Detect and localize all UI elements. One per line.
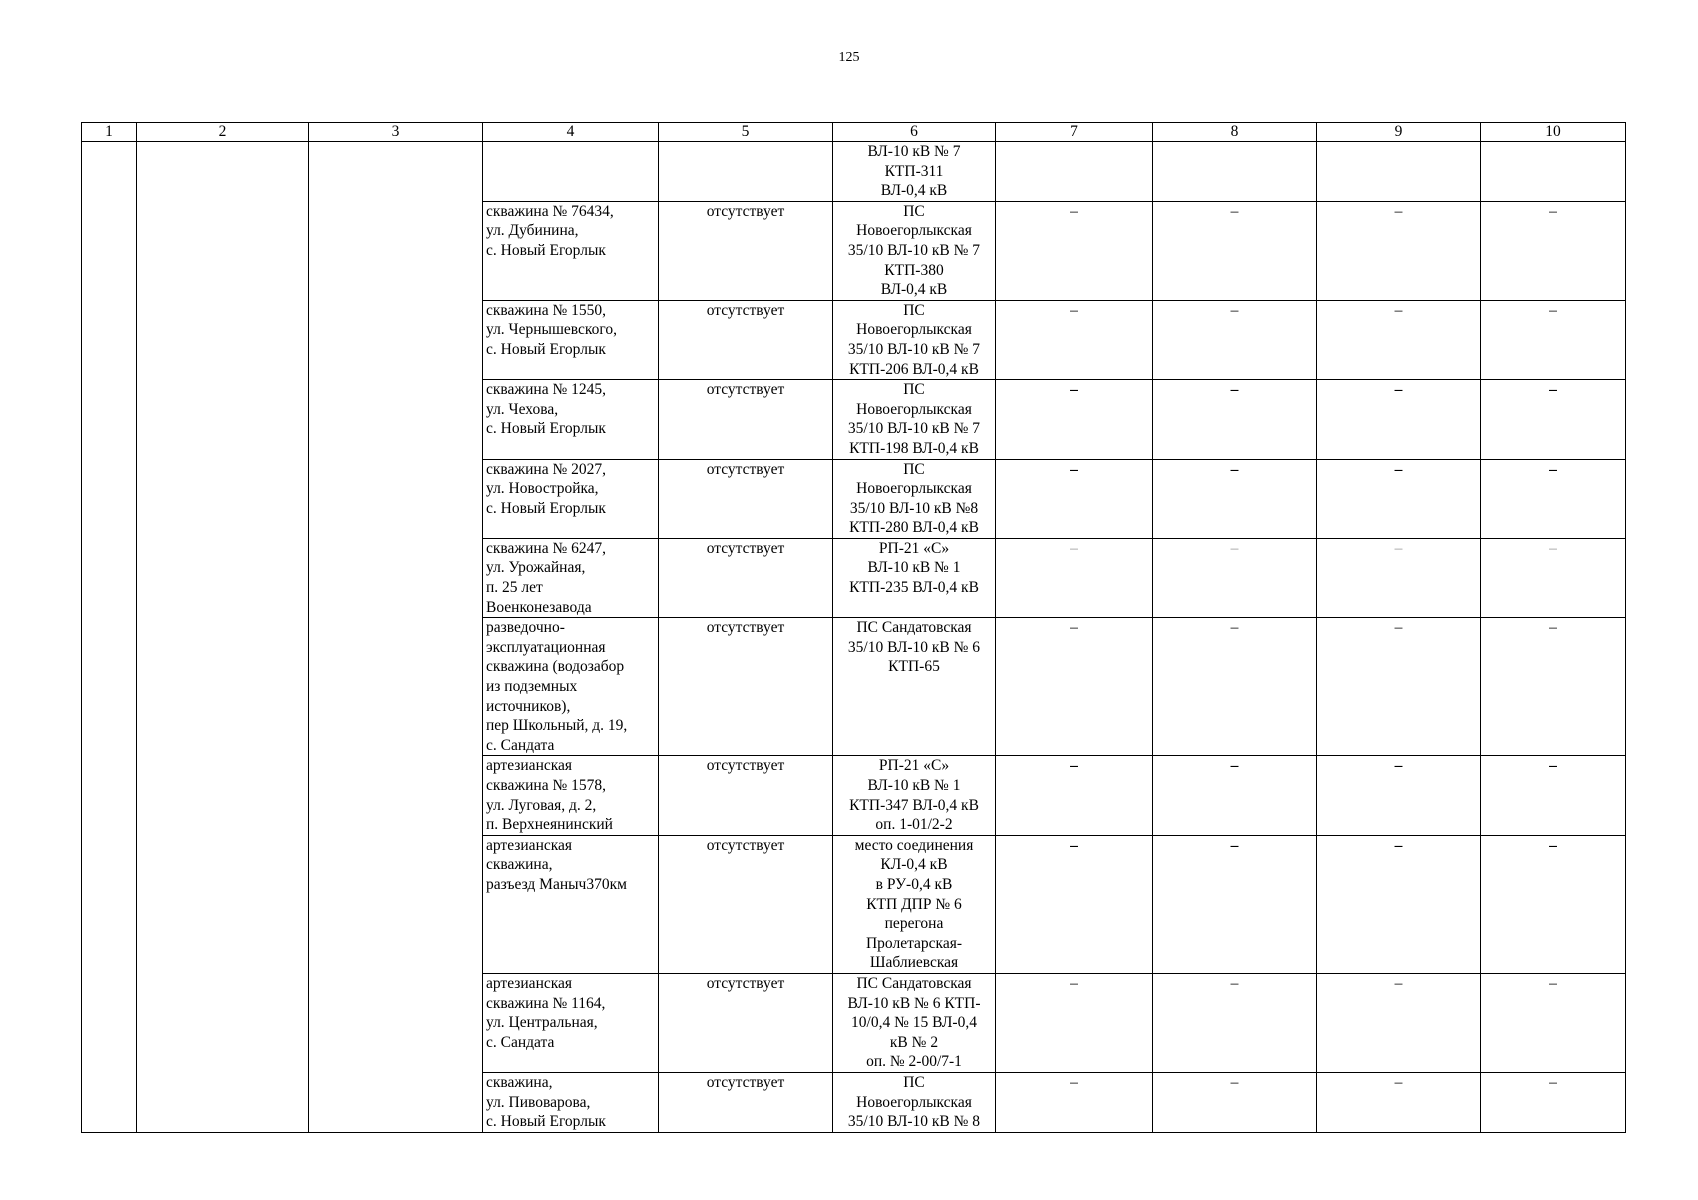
table-cell-c9: – — [1317, 1072, 1481, 1132]
table-cell-c6: ВЛ-10 кВ № 7 КТП-311 ВЛ-0,4 кВ — [833, 142, 996, 202]
table-cell-col-3 — [309, 142, 483, 1133]
table-cell-c5: отсутствует — [659, 380, 833, 459]
table-cell-c10: – — [1481, 538, 1626, 617]
table-cell-c5: отсутствует — [659, 618, 833, 756]
table-cell-c10: – — [1481, 756, 1626, 835]
table-cell-c6: ПС Сандатовская ВЛ-10 кВ № 6 КТП- 10/0,4 № 15 ВЛ-0,4 кВ № 2 оп. № 2-00/7-1 — [833, 973, 996, 1072]
table-cell-c4: скважина № 2027, ул. Новостройка, с. Новый Егорлык — [483, 459, 659, 538]
table-cell-c9: – — [1317, 835, 1481, 973]
column-header: 3 — [309, 123, 483, 142]
column-header: 4 — [483, 123, 659, 142]
table-cell-c4: скважина № 1550, ул. Чернышевского, с. Новый Егорлык — [483, 300, 659, 379]
table-cell-c10: – — [1481, 1072, 1626, 1132]
table-cell-c10: – — [1481, 835, 1626, 973]
table-cell-c9: – — [1317, 973, 1481, 1072]
table-cell-col-2 — [137, 142, 309, 1133]
table-cell-c8: – — [1153, 380, 1317, 459]
table-cell-c9: – — [1317, 459, 1481, 538]
table-cell-c6: ПС Новоегорлыкская 35/10 ВЛ-10 кВ № 7 КТП-206 ВЛ-0,4 кВ — [833, 300, 996, 379]
table-cell-c8: – — [1153, 201, 1317, 300]
table-cell-c8: – — [1153, 300, 1317, 379]
table-cell-c8 — [1153, 142, 1317, 202]
table-cell-c5: отсутствует — [659, 973, 833, 1072]
table-cell-c5 — [659, 142, 833, 202]
table-cell-c4: скважина № 6247, ул. Урожайная, п. 25 лет Военконезавода — [483, 538, 659, 617]
column-header: 10 — [1481, 123, 1626, 142]
column-header: 2 — [137, 123, 309, 142]
table-cell-c8: – — [1153, 973, 1317, 1072]
table-cell-c4: артезианская скважина № 1578, ул. Луговая, д. 2, п. Верхнеянинский — [483, 756, 659, 835]
table-cell-c7: – — [996, 835, 1153, 973]
table-cell-c9: – — [1317, 380, 1481, 459]
table-cell-c7: – — [996, 380, 1153, 459]
table-cell-c5: отсутствует — [659, 756, 833, 835]
table-cell-c10: – — [1481, 973, 1626, 1072]
table-cell-c6: РП-21 «С» ВЛ-10 кВ № 1 КТП-235 ВЛ-0,4 кВ — [833, 538, 996, 617]
table-cell-c4: артезианская скважина № 1164, ул. Центральная, с. Сандата — [483, 973, 659, 1072]
table-cell-c7: – — [996, 300, 1153, 379]
table-cell-c8: – — [1153, 835, 1317, 973]
column-header: 6 — [833, 123, 996, 142]
table-cell-c4: скважина № 1245, ул. Чехова, с. Новый Егорлык — [483, 380, 659, 459]
table-cell-c8: – — [1153, 756, 1317, 835]
table-cell-c5: отсутствует — [659, 538, 833, 617]
table-cell-c7: – — [996, 538, 1153, 617]
table-cell-c7: – — [996, 459, 1153, 538]
table-cell-c4: скважина № 76434, ул. Дубинина, с. Новый Егорлык — [483, 201, 659, 300]
table-cell-c4: разведочно- эксплуатационная скважина (водозабор из подземных источников), пер Школьный, д. 19, с. Сандата — [483, 618, 659, 756]
page-number: 125 — [838, 50, 860, 65]
header-row — [82, 123, 1626, 142]
table-cell-c6: место соединения КЛ-0,4 кВ в РУ-0,4 кВ КТП ДПР № 6 перегона Пролетарская- Шаблиевская — [833, 835, 996, 973]
column-header: 1 — [82, 123, 137, 142]
column-header: 5 — [659, 123, 833, 142]
table-cell-c9: – — [1317, 756, 1481, 835]
table-cell-c8: – — [1153, 618, 1317, 756]
column-header: 7 — [996, 123, 1153, 142]
table-cell-c7: – — [996, 618, 1153, 756]
table-cell-c6: ПС Новоегорлыкская 35/10 ВЛ-10 кВ № 7 КТП-198 ВЛ-0,4 кВ — [833, 380, 996, 459]
table-cell-c9: – — [1317, 300, 1481, 379]
table-cell-c6: ПС Новоегорлыкская 35/10 ВЛ-10 кВ № 7 КТП-380 ВЛ-0,4 кВ — [833, 201, 996, 300]
table-cell-c7: – — [996, 1072, 1153, 1132]
table-cell-c5: отсутствует — [659, 1072, 833, 1132]
table-cell-c7 — [996, 142, 1153, 202]
table-cell-c8: – — [1153, 1072, 1317, 1132]
table-row — [82, 142, 1626, 202]
table-cell-c10: – — [1481, 300, 1626, 379]
column-header: 8 — [1153, 123, 1317, 142]
table-cell-c10: – — [1481, 618, 1626, 756]
table-cell-c6: ПС Сандатовская 35/10 ВЛ-10 кВ № 6 КТП-65 — [833, 618, 996, 756]
table-cell-c7: – — [996, 201, 1153, 300]
table-cell-c10: – — [1481, 459, 1626, 538]
table-cell-c5: отсутствует — [659, 835, 833, 973]
table-cell-c4: артезианская скважина, разъезд Маныч370км — [483, 835, 659, 973]
table-cell-c7: – — [996, 973, 1153, 1072]
data-table — [81, 122, 1626, 1133]
table-cell-c5: отсутствует — [659, 300, 833, 379]
table-body — [82, 142, 1626, 1133]
table-cell-c6: ПС Новоегорлыкская 35/10 ВЛ-10 кВ № 8 — [833, 1072, 996, 1132]
table-cell-c8: – — [1153, 538, 1317, 617]
table-cell-c9: – — [1317, 618, 1481, 756]
table-cell-c10: – — [1481, 201, 1626, 300]
table-cell-c9: – — [1317, 201, 1481, 300]
table-cell-c7: – — [996, 756, 1153, 835]
column-header: 9 — [1317, 123, 1481, 142]
table-cell-c4: скважина, ул. Пивоварова, с. Новый Егорлык — [483, 1072, 659, 1132]
table-cell-c4 — [483, 142, 659, 202]
table-cell-c9 — [1317, 142, 1481, 202]
table-cell-c9: – — [1317, 538, 1481, 617]
table-cell-c10 — [1481, 142, 1626, 202]
table-cell-c5: отсутствует — [659, 459, 833, 538]
table-cell-c6: ПС Новоегорлыкская 35/10 ВЛ-10 кВ №8 КТП-280 ВЛ-0,4 кВ — [833, 459, 996, 538]
table-cell-c6: РП-21 «С» ВЛ-10 кВ № 1 КТП-347 ВЛ-0,4 кВ оп. 1-01/2-2 — [833, 756, 996, 835]
table-cell-col-1 — [82, 142, 137, 1133]
table-cell-c10: – — [1481, 380, 1626, 459]
table-cell-c5: отсутствует — [659, 201, 833, 300]
table-cell-c8: – — [1153, 459, 1317, 538]
